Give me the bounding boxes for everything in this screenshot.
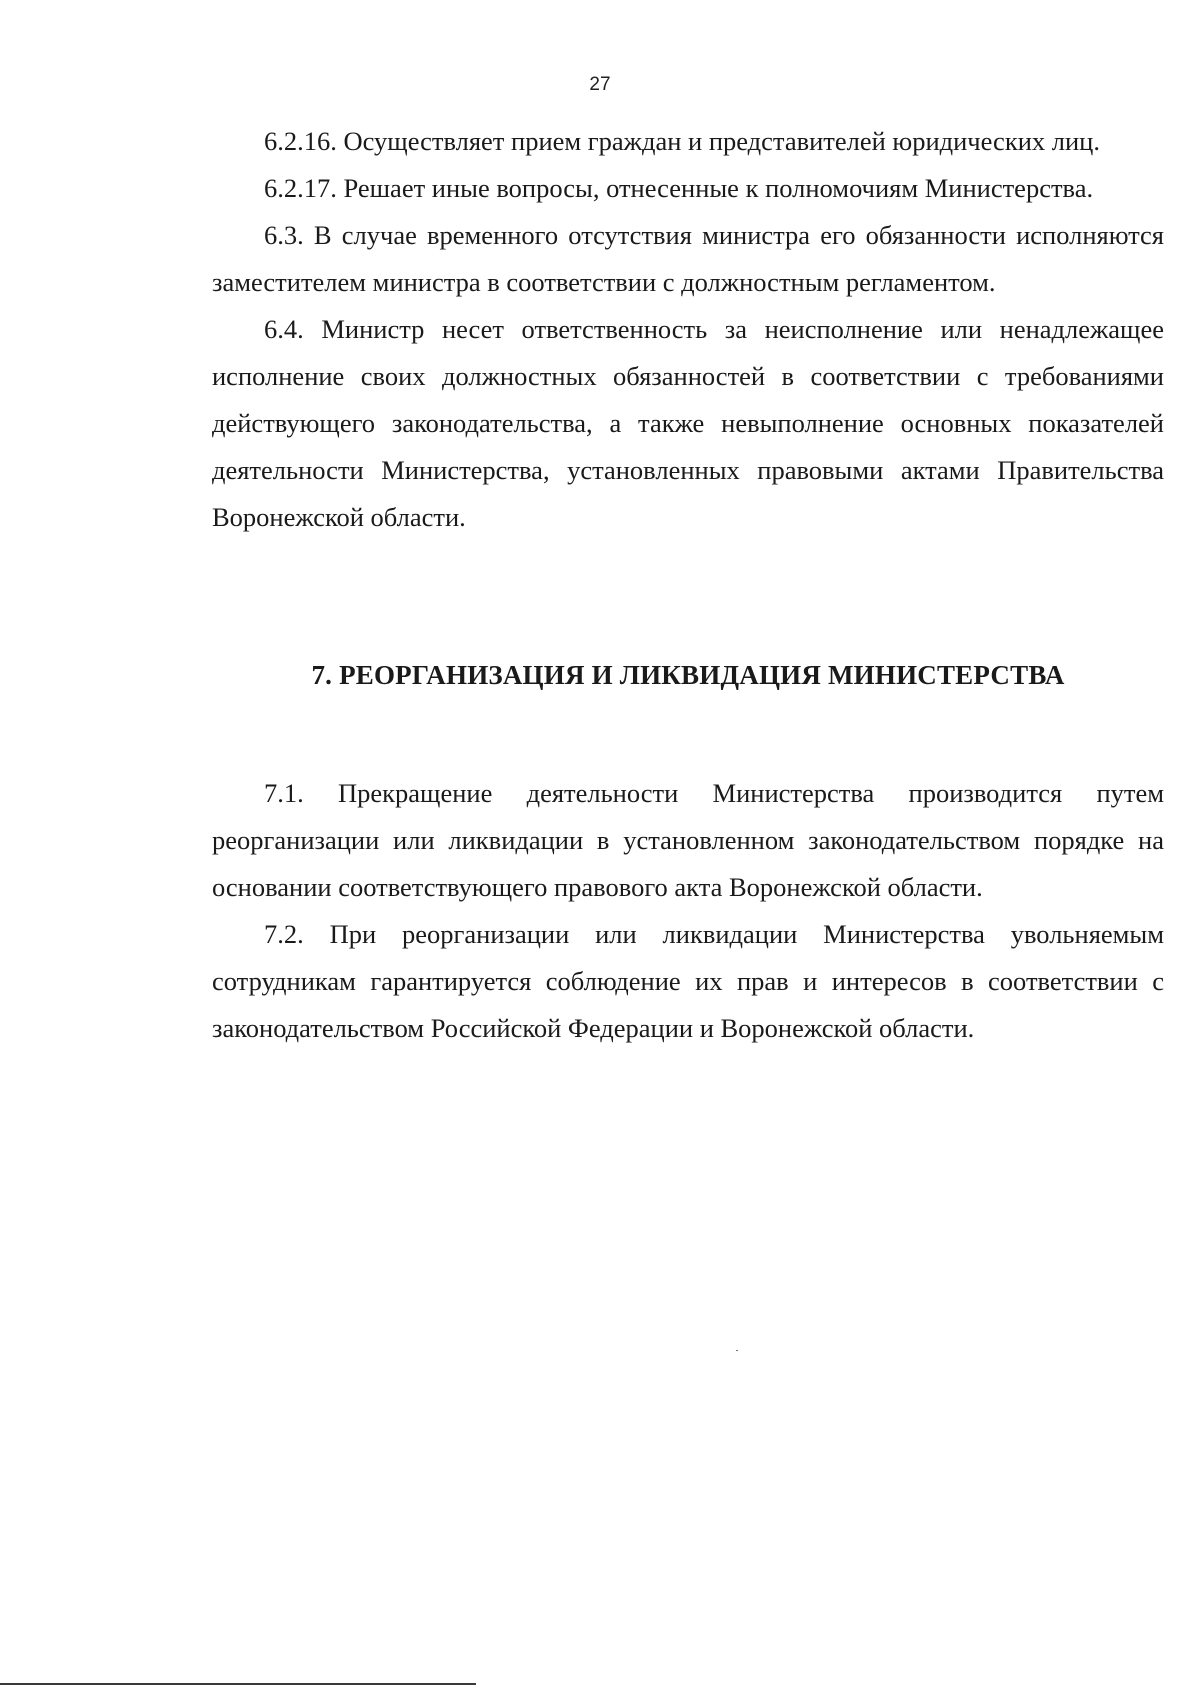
paragraph-6-3: 6.3. В случае временного отсутствия министра его обязанности исполняются заместителем министра в соответствии с должностным регламентом.	[212, 220, 1164, 297]
paragraph-6-2-16: 6.2.16. Осуществляет прием граждан и представителей юридических лиц.	[264, 126, 1100, 156]
footnote-rule	[0, 1683, 476, 1685]
page-number: 27	[589, 74, 611, 95]
section-7-heading: 7. РЕОРГАНИЗАЦИЯ И ЛИКВИДАЦИЯ МИНИСТЕРСТВА	[311, 660, 1065, 690]
scan-speck	[736, 1350, 738, 1351]
paragraph-6-4: 6.4. Министр несет ответственность за неисполнение или ненадлежащее исполнение своих должностных обязанностей в соответствии с требованиями действующего законодательства, а также невыполнение основных показателей деятельности Министерства, установленных правовыми актами Правительства Воронежской области.	[212, 314, 1164, 532]
paragraph-7-2: 7.2. При реорганизации или ликвидации Министерства увольняемым сотрудникам гарантируется соблюдение их прав и интересов в соответствии с законодательством Российской Федерации и Воронежской области.	[212, 919, 1164, 1043]
section-7-text	[212, 770, 1164, 1052]
paragraph-7-1: 7.1. Прекращение деятельности Министерства производится путем реорганизации или ликвидации в установленном законодательством порядке на основании соответствующего правового акта Воронежской области.	[212, 778, 1164, 902]
paragraph-6-2-17: 6.2.17. Решает иные вопросы, отнесенные к полномочиям Министерства.	[264, 173, 1094, 203]
section-6-text	[212, 118, 1164, 541]
